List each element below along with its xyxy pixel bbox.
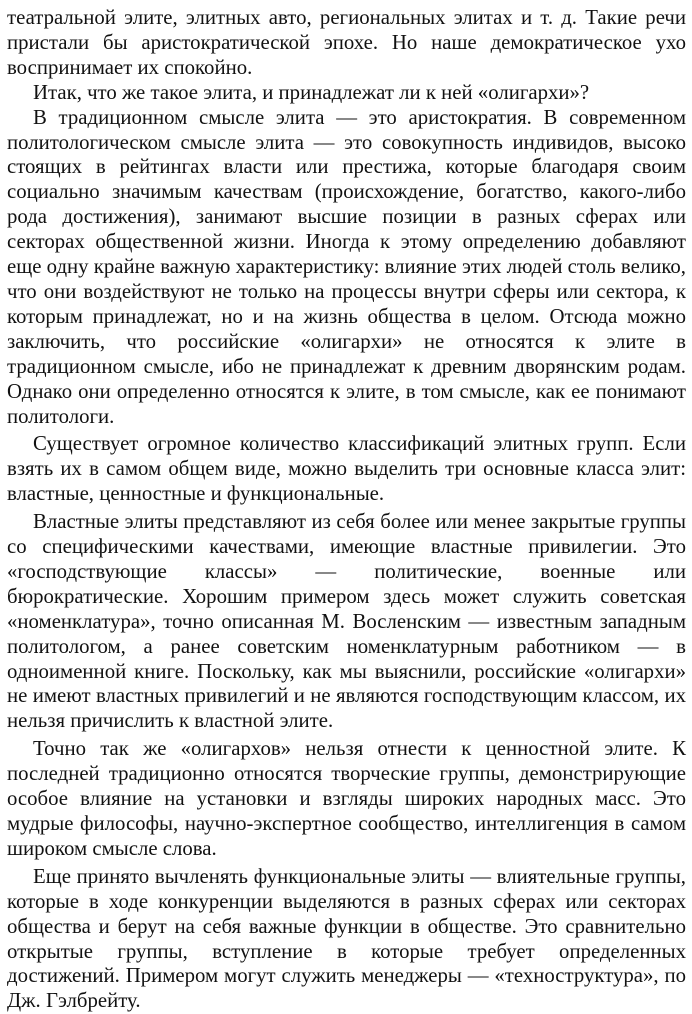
paragraph-classification: Существует огромное количество классификаций элитных групп. Если взять их в самом общем виде, можно выделить три основные класса элит: властные, ценностные и функциональные. [7, 432, 686, 506]
paragraph-elite-definition: В традиционном смысле элита — это аристократия. В современном политологическом смысле элита — это совокупность индивидов, высоко стоящих в рейтингах власти или престижа, которые благодаря своим социально значимым качествам (происхождение, богатство, какого-либо рода достижения), занимают высшие позиции в разных сферах или секторах общественной жизни. Иногда к этому определению добавляют еще одну крайне важную характеристику: влияние этих людей столь велико, что они воздействуют не только на процессы внутри сферы или сектора, к которым принадлежат, но и на жизнь общества в целом. Отсюда можно заключить, что российские «олигархи» не относятся к элите в традиционном смысле, ибо не принадлежат к древним дворянским родам. Однако они определенно относятся к элите, в том смысле, как ее понимают политологи. [7, 105, 686, 428]
paragraph-elite-speech: театральной элите, элитных авто, региональных элитах и т. д. Такие речи пристали бы аристократической эпохе. Но наше демократическое ухо воспринимает их спокойно. [7, 6, 686, 79]
paragraph-power-elites: Властные элиты представляют из себя более или менее закрытые группы со специфическими качествами, имеющие властные привилегии. Это «господствующие классы» — политические, военные или бюрократические. Хорошим примером здесь может служить советская «номенклатура», точно описанная М. Восленским — известным западным политологом, а ранее советским номенклатурным работником — в одноименной книге. Поскольку, как мы выяснили, российские «олигархи» не имеют властных привилегий и не являются господствующим классом, их нельзя причислить к властной элите. [7, 510, 686, 733]
paragraph-functional-elites: Еще принято вычленять функциональные элиты — влиятельные группы, которые в ходе конкуренции выделяются в разных сферах или секторах общества и берут на себя важные функции в обществе. Это сравнительно открытые группы, вступление в которые требует определенных достижений. Примером могут служить менеджеры — «техноструктура», по Дж. Гэлбрейту. [7, 864, 686, 1013]
paragraph-question: Итак, что же такое элита, и принадлежат ли к ней «олигархи»? [33, 80, 590, 104]
paragraph-value-elites: Точно так же «олигархов» нельзя отнести к ценностной элите. К последней традиционно относятся творческие группы, демонстрирующие особое влияние на установки и взгляды широких народных масс. Это мудрые философы, научно-экспертное сообщество, интеллигенция в самом широком смысле слова. [7, 737, 686, 860]
